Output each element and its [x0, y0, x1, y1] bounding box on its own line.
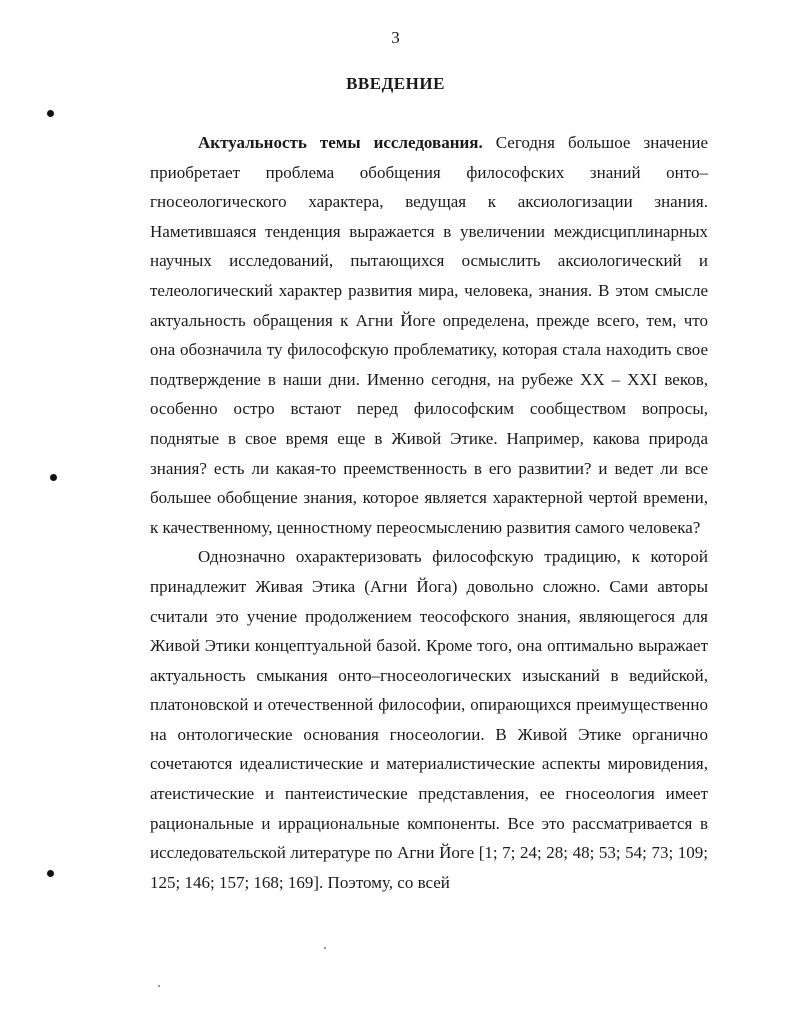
scan-speck	[324, 947, 326, 949]
scan-hole-mark-bottom	[47, 870, 54, 877]
scan-hole-mark-top	[47, 110, 54, 117]
paragraph-2	[150, 542, 708, 897]
scan-hole-mark-middle	[50, 474, 57, 481]
paragraph-1-lead: Актуальность темы исследования.	[198, 133, 483, 152]
paragraph-1	[150, 128, 708, 542]
paragraph-2-text: Однозначно охарактеризовать философскую традицию, к которой принадлежит Живая Этика (Агни Йога) довольно сложно. Сами авторы считали это учение продолжением теософского знания, являющегося для Живой Этики концептуальной базой. Кроме того, она оптимально выражает актуальность смыкания онто–гносеологических изысканий в ведийской, платоновской и отечественной философии, опирающихся преимущественно на онтологические основания гносеологии. В Живой Этике органично сочетаются идеалистические и материалистические аспекты мировидения, атеистические и пантеистические представления, ее гносеология имеет рациональные и иррациональные компоненты. Все это рассматривается в исследовательской литературе по Агни Йоге [1; 7; 24; 28; 48; 53; 54; 73; 109; 125; 146; 157; 168; 169]. Поэтому, со всей	[150, 547, 708, 892]
paragraph-1-text: Сегодня большое значение приобретает проблема обобщения философских знаний онто–гносеологического характера, ведущая к аксиологизации знания. Наметившаяся тенденция выражается в увеличении междисциплинарных научных исследований, пытающихся осмыслить аксиологический и телеологический характер развития мира, человека, знания. В этом смысле актуальность обращения к Агни Йоге определена, прежде всего, тем, что она обозначила ту философскую проблематику, которая стала находить свое подтверждение в наши дни. Именно сегодня, на рубеже XX – XXI веков, особенно остро встают перед философским сообществом вопросы, поднятые в свое время еще в Живой Этике. Например, какова природа знания? есть ли какая-то преемственность в его развитии? и ведет ли все большее обобщение знания, которое является характерной чертой времени, к качественному, ценностному переосмыслению развития самого человека?	[150, 133, 708, 537]
page-number: 3	[391, 28, 400, 47]
body-text	[150, 128, 708, 897]
scan-speck	[158, 985, 160, 987]
section-heading: ВВЕДЕНИЕ	[346, 74, 445, 93]
